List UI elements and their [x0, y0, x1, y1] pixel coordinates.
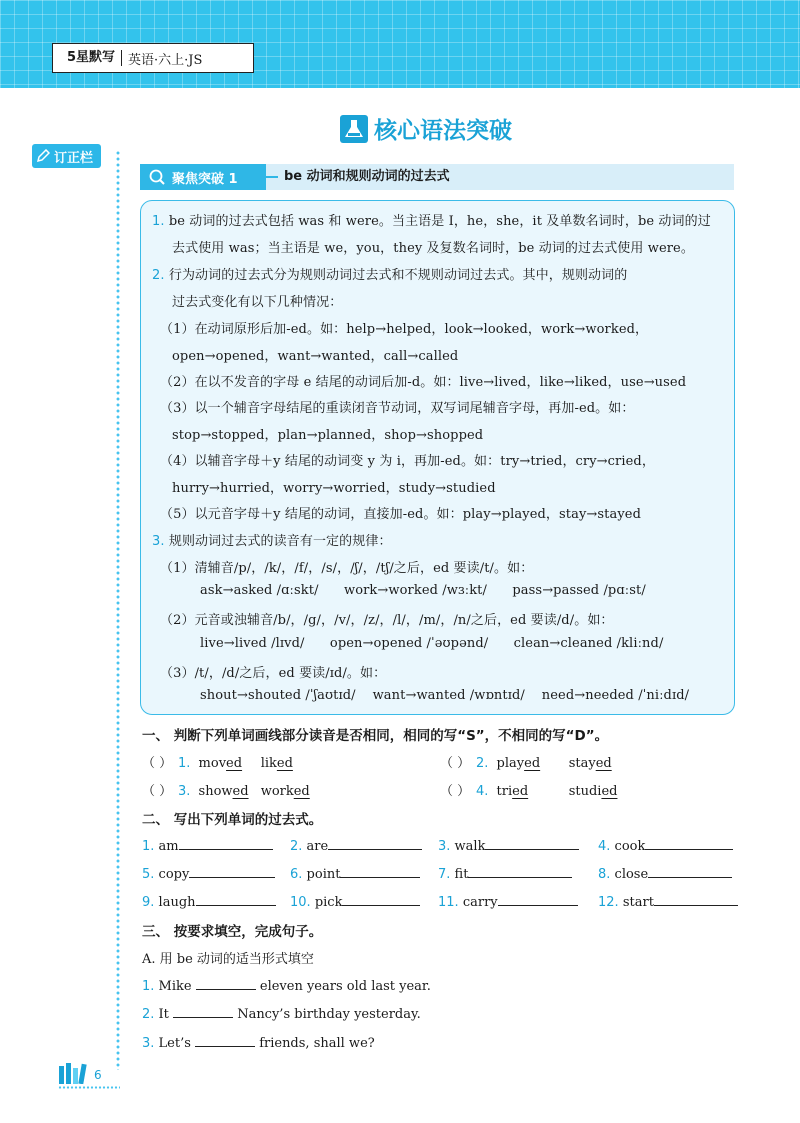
answer-line[interactable] — [328, 837, 422, 850]
note-line: 2. 行为动词的过去式分为规则动词过去式和不规则动词过去式。其中，规则动词的 — [152, 268, 628, 283]
sentence-item: 1. Mike eleven years old last year. — [142, 979, 431, 994]
focus-label — [140, 164, 266, 190]
page-title-text: 核心语法突破 — [374, 118, 512, 144]
answer-line[interactable] — [173, 1005, 233, 1018]
fill-item: 2. are — [290, 837, 422, 854]
note-line: open→opened，want→wanted，call→called — [172, 349, 459, 364]
fill-item: 11. carry — [438, 893, 578, 910]
answer-line[interactable] — [645, 837, 733, 850]
note-line: （4）以辅音字母＋y 结尾的动词变 y 为 i，再加-ed。如：try→tried，cry→cried， — [160, 454, 655, 469]
note-line: （3）/t/，/d/之后，ed 要读/ɪd/。如： — [160, 666, 387, 681]
answer-line[interactable] — [648, 865, 732, 878]
answer-blank[interactable]: （ ） — [440, 784, 471, 799]
section3-heading: 三、 按要求填空，完成句子。 — [142, 924, 323, 940]
fill-item: 5. copy — [142, 865, 275, 882]
fill-item: 1. am — [142, 837, 273, 854]
page-number: 6 — [94, 1068, 102, 1082]
judge-item: （ ） 4. tried studied — [440, 780, 617, 799]
fill-item: 7. fit — [438, 865, 572, 882]
fill-item: 9. laugh — [142, 893, 276, 910]
dotted-divider — [116, 150, 120, 1070]
answer-line[interactable] — [485, 837, 579, 850]
books-icon — [58, 1062, 88, 1084]
book-subtitle: 英语·六上·JS — [128, 52, 203, 68]
fill-item: 12. start — [598, 893, 738, 910]
page-title — [340, 112, 512, 145]
answer-line[interactable] — [342, 893, 420, 906]
answer-line[interactable] — [189, 865, 275, 878]
sentence-item: 3. Let’s friends, shall we? — [142, 1036, 375, 1051]
note-line: （2）元音或浊辅音/b/，/g/，/v/，/z/，/l/，/m/，/n/之后，ed 要读/d/。如： — [160, 613, 614, 628]
judge-item: （ ） 3. showed worked — [142, 780, 310, 799]
note-line: （5）以元音字母＋y 结尾的动词，直接加-ed。如：play→played，stay→stayed — [160, 507, 641, 522]
answer-blank[interactable]: （ ） — [142, 784, 173, 799]
pencil-icon — [36, 149, 50, 163]
note-line: live→lived /lɪvd/ open→opened /ˈəʊpənd/ clean→cleaned /kliːnd/ — [200, 636, 664, 651]
note-line: hurry→hurried，worry→worried，study→studied — [172, 481, 496, 496]
answer-line[interactable] — [179, 837, 273, 850]
sentence-item: 2. It Nancy’s birthday yesterday. — [142, 1007, 421, 1022]
answer-blank[interactable]: （ ） — [142, 756, 173, 771]
focus-title: be 动词和规则动词的过去式 — [284, 169, 450, 184]
section2-heading: 二、 写出下列单词的过去式。 — [142, 812, 323, 828]
note-line: 1. be 动词的过去式包括 was 和 were。当主语是 I，he，she，it 及单数名词时，be 动词的过 — [152, 214, 711, 229]
answer-line[interactable] — [654, 893, 738, 906]
footer — [58, 1062, 102, 1084]
fill-item: 10. pick — [290, 893, 420, 910]
note-line: （1）在动词原形后加-ed。如：help→helped，look→looked，work→worked， — [160, 322, 649, 337]
note-line: （3）以一个辅音字母结尾的重读闭音节动词，双写词尾辅音字母，再加-ed。如： — [160, 401, 635, 416]
note-line: stop→stopped，plan→planned，shop→shopped — [172, 428, 484, 443]
flask-icon — [340, 115, 368, 143]
answer-line[interactable] — [196, 893, 276, 906]
answer-line[interactable] — [195, 1034, 255, 1047]
fill-item: 6. point — [290, 865, 420, 882]
note-line: shout→shouted /ˈʃaʊtɪd/ want→wanted /wɒntɪd/ need→needed /ˈniːdɪd/ — [200, 688, 690, 703]
magnifier-icon — [148, 168, 166, 186]
judge-item: （ ） 1. moved liked — [142, 752, 293, 771]
note-line: 去式使用 was；当主语是 we，you，they 及复数名词时，be 动词的过去式使用 were。 — [172, 241, 694, 256]
note-line: 过去式变化有以下几种情况： — [172, 295, 343, 310]
note-line: （1）清辅音/p/，/k/，/f/，/s/，/ʃ/，/tʃ/之后，ed 要读/t/。如： — [160, 561, 534, 576]
correction-text: 订正栏 — [54, 150, 94, 166]
answer-line[interactable] — [340, 865, 420, 878]
note-line: ask→asked /ɑːskt/ work→worked /wɜːkt/ pass→passed /pɑːst/ — [200, 583, 646, 598]
correction-label — [32, 144, 101, 168]
section1-heading: 一、 判断下列单词画线部分读音是否相同，相同的写“S”，不相同的写“D”。 — [142, 728, 609, 744]
answer-line[interactable] — [196, 977, 256, 990]
book-tag — [52, 43, 254, 73]
answer-line[interactable] — [498, 893, 578, 906]
brand-name: 5星默写 — [53, 50, 122, 66]
focus-label-text: 聚焦突破 1 — [172, 171, 238, 187]
answer-line[interactable] — [468, 865, 572, 878]
focus-connector — [262, 176, 278, 178]
section3-subheading: A. 用 be 动词的适当形式填空 — [142, 952, 314, 967]
note-line: （2）在以不发音的字母 e 结尾的动词后加-d。如：live→lived，like→liked，use→used — [160, 375, 687, 390]
fill-item: 8. close — [598, 865, 732, 882]
fill-item: 4. cook — [598, 837, 733, 854]
note-line: 3. 规则动词过去式的读音有一定的规律： — [152, 534, 392, 549]
fill-item: 3. walk — [438, 837, 579, 854]
answer-blank[interactable]: （ ） — [440, 756, 471, 771]
judge-item: （ ） 2. played stayed — [440, 752, 612, 771]
footer-dots — [58, 1086, 120, 1089]
